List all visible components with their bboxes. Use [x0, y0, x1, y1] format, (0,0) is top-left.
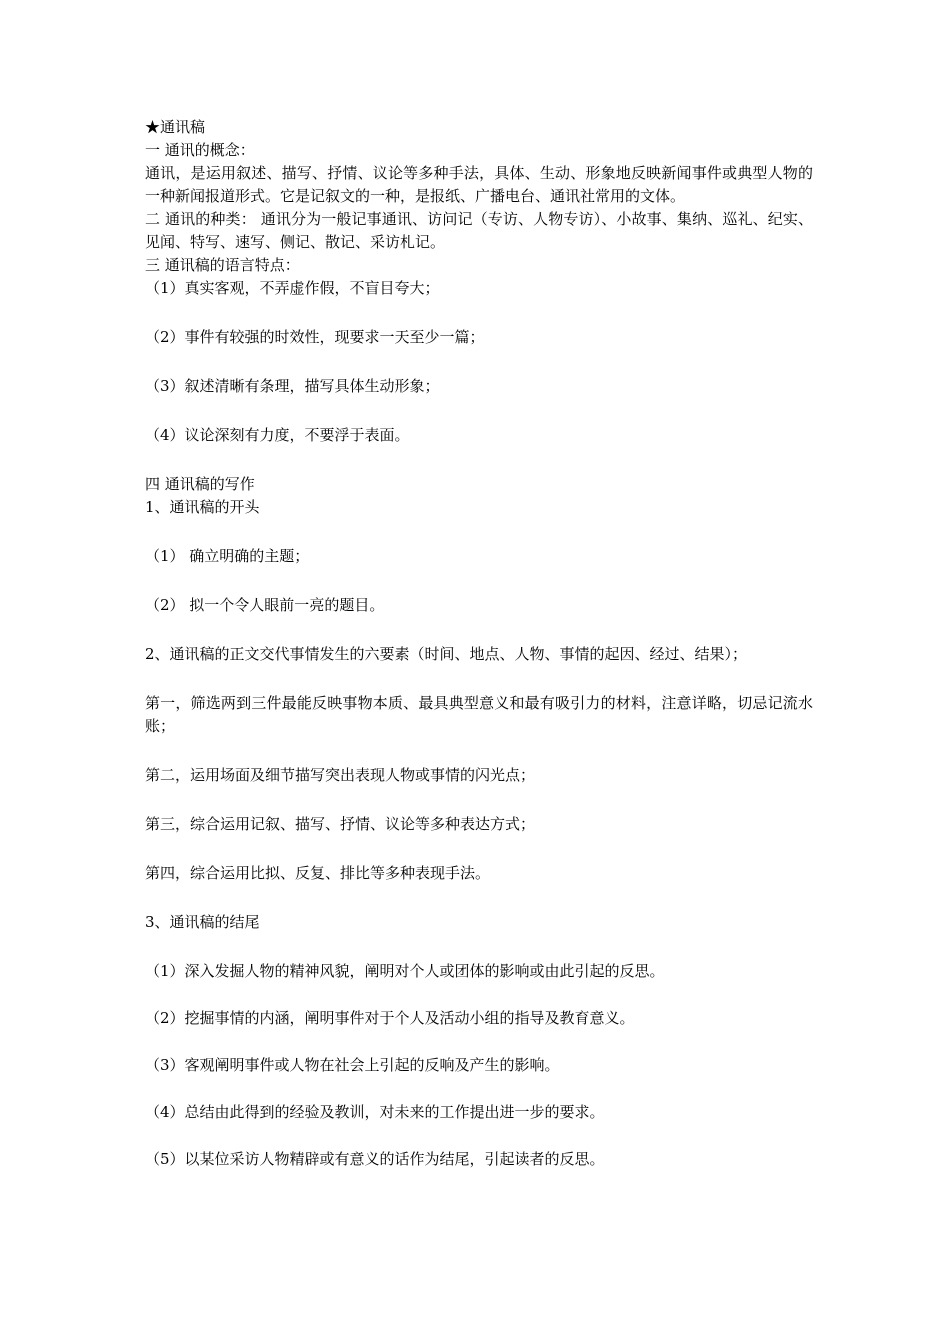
section-4-1-item: （2） 拟一个令人眼前一亮的题目。: [145, 596, 385, 614]
section-1-body: 通讯，是运用叙述、描写、抒情、议论等多种手法，具体、生动、形象地反映新闻事件或典型人物的一种新闻报道形式。它是记叙文的一种，是报纸、广播电台、通讯社常用的文体。: [145, 164, 813, 205]
section-3-item: （1）真实客观，不弄虚作假，不盲目夸大；: [145, 279, 440, 297]
section-4-2-item: 第三，综合运用记叙、描写、抒情、议论等多种表达方式；: [145, 815, 536, 833]
section-4-3-item: （2）挖掘事情的内涵，阐明事件对于个人及活动小组的指导及教育意义。: [145, 1009, 635, 1027]
section-4-2-heading: 2、通讯稿的正文交代事情发生的六要素（时间、地点、人物、事情的起因、经过、结果）；: [145, 645, 748, 663]
document-body: [145, 116, 813, 1171]
section-4-heading: 四 通讯稿的写作: [145, 475, 255, 493]
doc-title: ★通讯稿: [145, 118, 206, 136]
section-4-2-item: 第二，运用场面及细节描写突出表现人物或事情的闪光点；: [145, 766, 536, 784]
section-4-3-item: （5）以某位采访人物精辟或有意义的话作为结尾，引起读者的反思。: [145, 1150, 605, 1168]
section-2-body: 二 通讯的种类： 通讯分为一般记事通讯、访问记（专访、人物专访）、小故事、集纳、巡礼、纪实、见闻、特写、速写、侧记、散记、采访札记。: [145, 210, 813, 251]
section-4-2-item: 第四，综合运用比拟、反复、排比等多种表现手法。: [145, 864, 491, 882]
section-3-item: （2）事件有较强的时效性，现要求一天至少一篇；: [145, 328, 485, 346]
section-3-item: （4）议论深刻有力度，不要浮于表面。: [145, 426, 410, 444]
section-4-1-item: （1） 确立明确的主题；: [145, 547, 310, 565]
section-3-item: （3）叙述清晰有条理，描写具体生动形象；: [145, 377, 440, 395]
section-4-2-item: 第一，筛选两到三件最能反映事物本质、最具典型意义和最有吸引力的材料，注意详略，切忌记流水账；: [145, 694, 813, 735]
section-4-3-item: （4）总结由此得到的经验及教训，对未来的工作提出进一步的要求。: [145, 1103, 605, 1121]
section-4-1-heading: 1、通讯稿的开头: [145, 498, 260, 516]
section-4-3-item: （3）客观阐明事件或人物在社会上引起的反响及产生的影响。: [145, 1056, 560, 1074]
section-1-heading: 一 通讯的概念：: [145, 141, 255, 159]
section-4-3-heading: 3、通讯稿的结尾: [145, 913, 260, 931]
section-4-3-item: （1）深入发掘人物的精神风貌，阐明对个人或团体的影响或由此引起的反思。: [145, 962, 665, 980]
section-3-heading: 三 通讯稿的语言特点：: [145, 256, 300, 274]
